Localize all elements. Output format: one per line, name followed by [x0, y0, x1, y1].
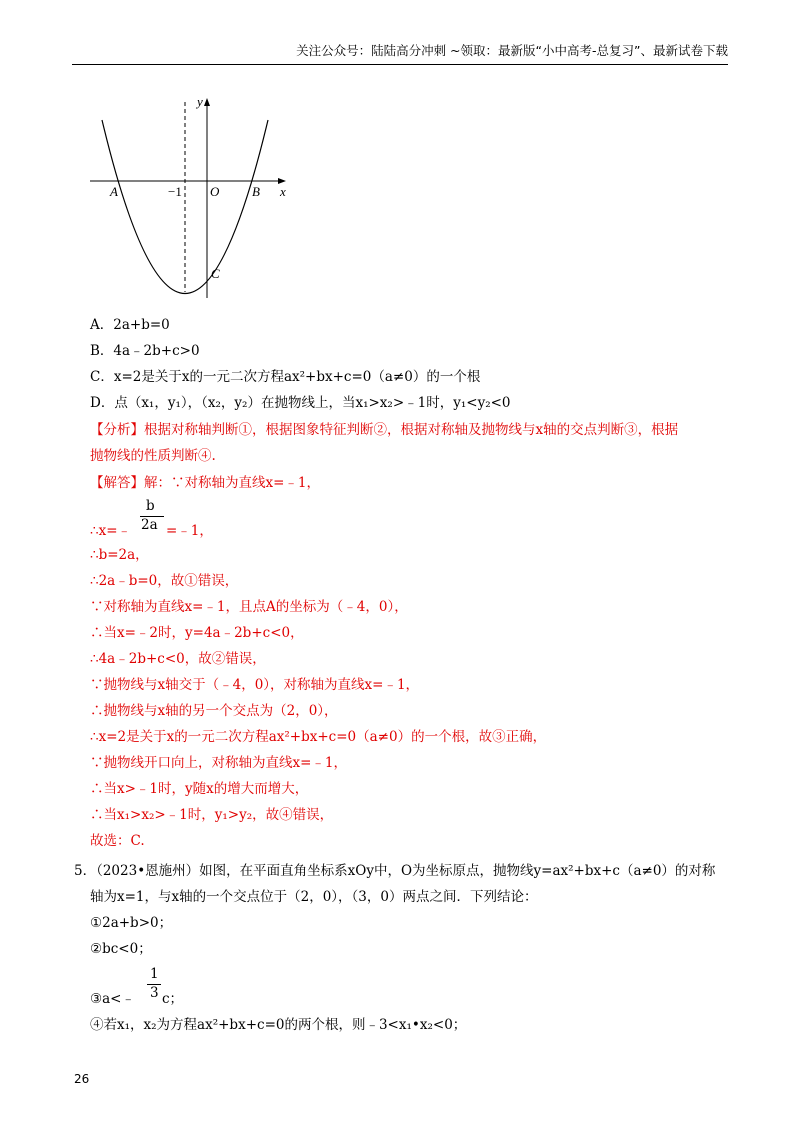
q5-item-2: ②bc<0； — [90, 941, 152, 957]
solution-line-12: ∴当x₁>x₂>﹣1时，y₁>y₂，故④错误， — [90, 807, 334, 823]
solution-line-7: ∵抛物线与x轴交于（﹣4，0），对称轴为直线x=﹣1， — [90, 677, 420, 693]
solution-line-3: ∴2a﹣b=0，故①错误， — [90, 573, 239, 589]
q5-line-1: 5．（2023•恩施州）如图，在平面直角坐标系xOy中，O为坐标原点，抛物线y=ax²+bx+c（a≠0）的对称 — [74, 863, 716, 879]
analysis-line-1: 【分析】根据对称轴判断①，根据图象特征判断②，根据对称轴及抛物线与x轴的交点判断③，根据 — [90, 422, 679, 438]
option-b: B．4a﹣2b+c>0 — [90, 343, 200, 359]
option-d: D．点（x₁，y₁），（x₂，y₂）在抛物线上，当x₁>x₂>﹣1时，y₁<y₂<0 — [90, 395, 511, 411]
solution-line-2: ∴b=2a， — [90, 547, 149, 563]
option-c: C．x=2是关于x的一元二次方程ax²+bx+c=0（a≠0）的一个根 — [90, 369, 481, 385]
q5-item-1: ①2a+b>0； — [90, 915, 173, 931]
label-B: B — [252, 184, 260, 199]
q5-i3-num: 1 — [150, 966, 159, 982]
solution-line-11: ∴当x>﹣1时，y随x的增大而增大， — [90, 781, 309, 797]
q5-item-3 — [90, 966, 210, 1008]
solution-line-8: ∴抛物线与x轴的另一个交点为（2，0）， — [90, 703, 338, 719]
label-A: A — [110, 184, 118, 199]
q5-i3-post: c； — [162, 991, 184, 1007]
y-axis-arrow — [204, 98, 210, 106]
label-C: C — [211, 266, 220, 281]
label-neg1: −1 — [168, 184, 182, 199]
solution-line-4: ∵对称轴为直线x=﹣1，且点A的坐标为（﹣4，0）， — [90, 599, 408, 615]
parabola-graph — [80, 92, 300, 302]
label-x: x — [280, 184, 286, 199]
solution-line-9: ∴x=2是关于x的一元二次方程ax²+bx+c=0（a≠0）的一个根，故③正确， — [90, 729, 547, 745]
option-a: A．2a+b=0 — [90, 317, 170, 333]
solution-line-13: 故选：C. — [90, 833, 145, 849]
solution-frac-den: 2a — [141, 517, 158, 533]
solution-frac-num: b — [146, 498, 155, 514]
label-y: y — [197, 94, 203, 109]
label-O: O — [210, 184, 220, 199]
solution-line-10: ∵抛物线开口向上，对称轴为直线x=﹣1， — [90, 755, 348, 771]
q5-i3-pre: ③a<﹣ — [90, 991, 135, 1007]
solution-line-0: 【解答】解：∵对称轴为直线x=﹣1， — [90, 475, 321, 491]
q5-i3-den: 3 — [150, 985, 159, 1001]
page-number: 26 — [74, 1072, 90, 1086]
q5-line-2: 轴为x=1，与x轴的一个交点位于（2，0），（3，0）两点之间．下列结论： — [90, 889, 538, 905]
analysis-line-2: 抛物线的性质判断④. — [90, 448, 216, 464]
solution-line-6: ∴4a﹣2b+c<0，故②错误， — [90, 651, 266, 667]
solution-fraction-line — [90, 498, 230, 540]
solution-line-5: ∴当x=﹣2时，y=4a﹣2b+c<0， — [90, 625, 304, 641]
q5-item-4: ④若x₁，x₂为方程ax²+bx+c=0的两个根，则﹣3<x₁•x₂<0； — [90, 1017, 467, 1033]
page-header: 关注公众号：陆陆高分冲刺 ~领取：最新版“小中高考-总复习”、最新试卷下载 — [72, 40, 728, 65]
solution-l1-post: =﹣1， — [166, 523, 213, 539]
solution-l1-pre: ∴x=﹣ — [90, 523, 132, 539]
